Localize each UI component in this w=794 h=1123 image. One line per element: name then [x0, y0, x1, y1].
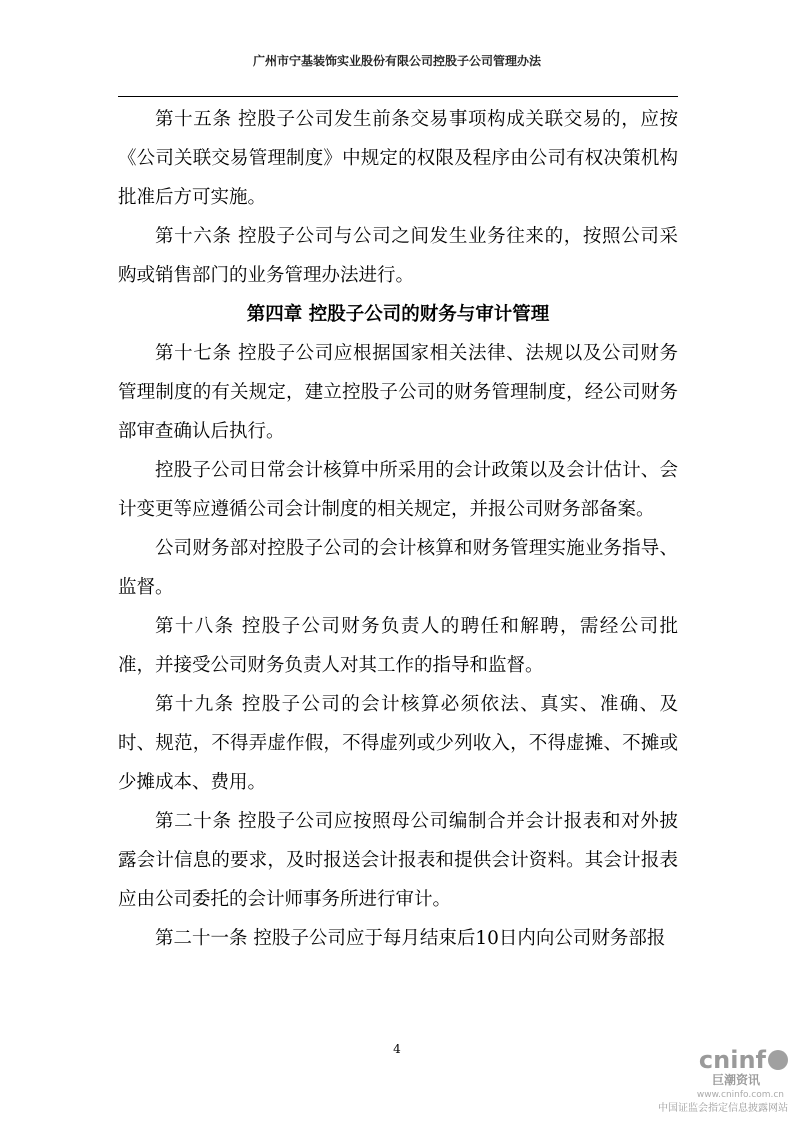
article-17-para-3: 公司财务部对控股子公司的会计核算和财务管理实施业务指导、监督。	[118, 538, 678, 598]
cninfo-cn-name: 巨潮资讯	[711, 1073, 760, 1087]
article-20: 第二十条 控股子公司应按照母公司编制合并会计报表和对外披露会计信息的要求，及时报送会计报表和提供会计资料。其会计报表应由公司委托的会计师事务所进行审计。	[118, 811, 678, 910]
cninfo-watermark	[638, 1048, 788, 1118]
article-17: 第十七条 控股子公司应根据国家相关法律、法规以及公司财务管理制度的有关规定，建立控股子公司的财务管理制度，经公司财务部审查确认后执行。	[118, 343, 678, 442]
page-header: 广州市宁基装饰实业股份有限公司控股子公司管理办法	[252, 54, 541, 68]
cninfo-swirl-icon	[768, 1050, 788, 1070]
article-21: 第二十一条 控股子公司应于每月结束后10日内向公司财务部报	[155, 928, 666, 949]
page-number: 4	[393, 1042, 401, 1056]
cninfo-logo-text: cninf	[698, 1046, 766, 1074]
cninfo-logo	[638, 1048, 788, 1072]
chapter-4-heading: 第四章 控股子公司的财务与审计管理	[246, 304, 550, 325]
document-body	[118, 100, 678, 958]
article-17-para-2: 控股子公司日常会计核算中所采用的会计政策以及会计估计、会计变更等应遵循公司会计制度的相关规定，并报公司财务部备案。	[118, 460, 678, 520]
article-19: 第十九条 控股子公司的会计核算必须依法、真实、准确、及时、规范，不得弄虚作假，不得虚列或少列收入，不得虚摊、不摊或少摊成本、费用。	[118, 694, 678, 793]
article-16: 第十六条 控股子公司与公司之间发生业务往来的，按照公司采购或销售部门的业务管理办法进行。	[118, 226, 678, 286]
article-18: 第十八条 控股子公司财务负责人的聘任和解聘，需经公司批准，并接受公司财务负责人对其工作的指导和监督。	[118, 616, 678, 676]
article-15: 第十五条 控股子公司发生前条交易事项构成关联交易的，应按《公司关联交易管理制度》中规定的权限及程序由公司有权决策机构批准后方可实施。	[118, 109, 678, 208]
cninfo-url: www.cninfo.com.cn	[696, 1090, 784, 1100]
cninfo-site-name: 中国证监会指定信息披露网站	[658, 1103, 788, 1114]
header-divider	[118, 96, 678, 97]
